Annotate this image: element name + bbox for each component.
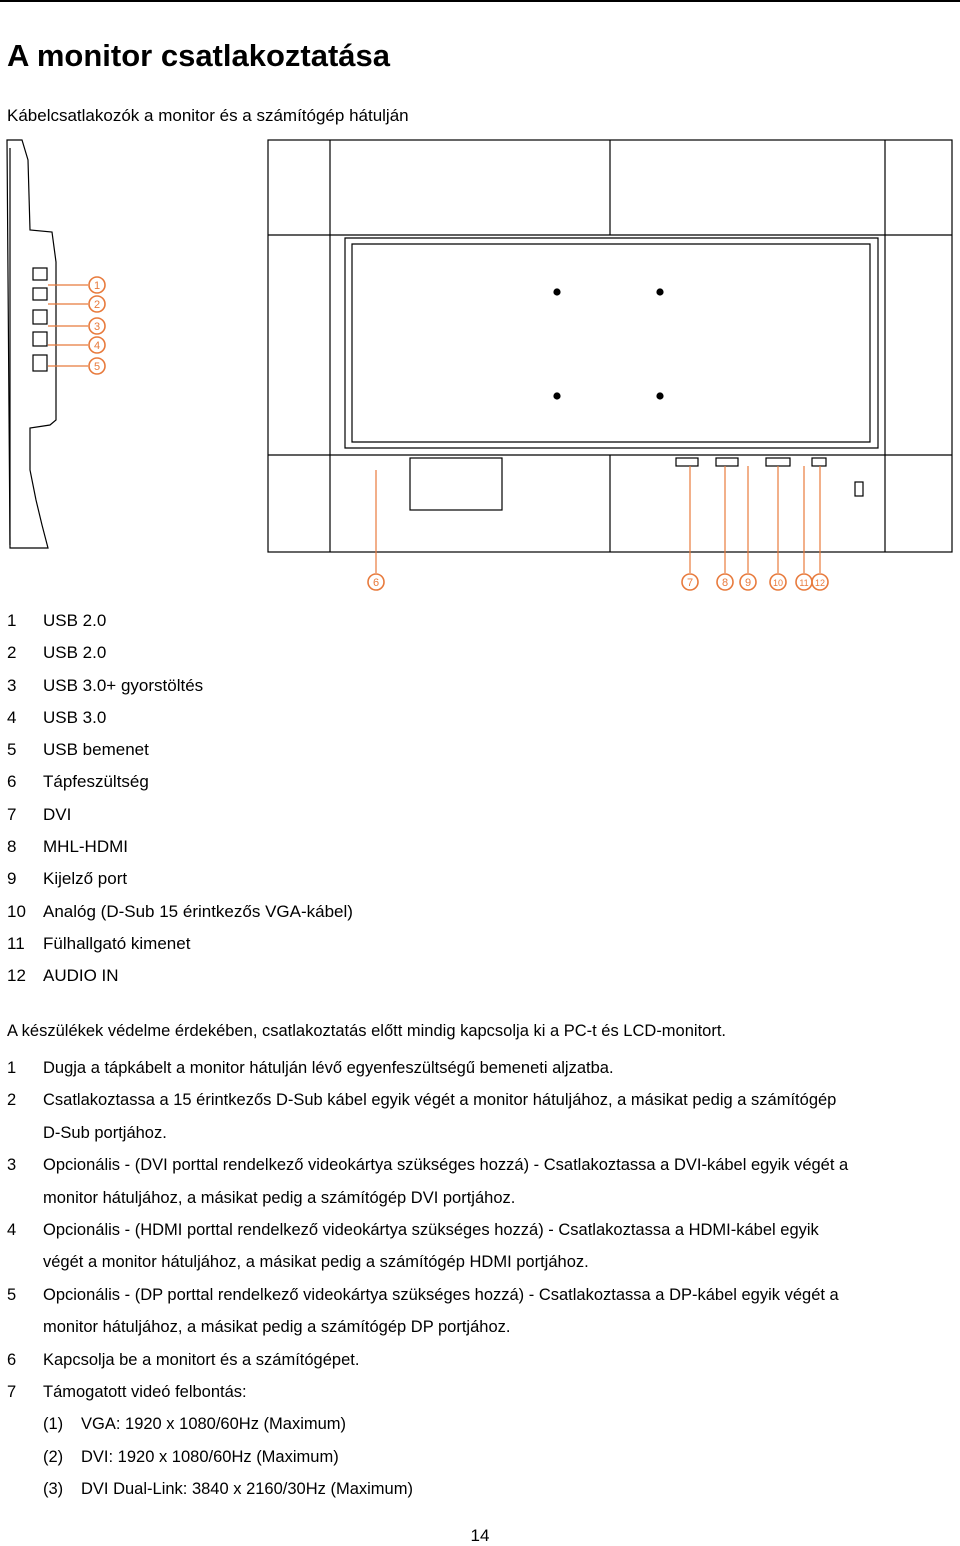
callout-10 [770, 574, 786, 590]
callout-6 [368, 574, 384, 590]
svg-text:11: 11 [799, 578, 809, 588]
callout-3 [89, 318, 105, 334]
callout-11 [796, 574, 812, 590]
callout-2 [89, 296, 105, 312]
svg-text:12: 12 [814, 578, 826, 588]
callout-8 [717, 574, 733, 590]
resolution-item: (1) VGA: 1920 x 1080/60Hz (Maximum) [43, 1415, 347, 1434]
svg-text:9: 9 [744, 577, 752, 589]
step-item: 2 Csatlakoztassa a 15 érintkezős D-Sub kábel egyik végét a monitor hátuljához, a másikat pedig a számítógép D-Sub portjához. [7, 1091, 837, 1142]
callout-1 [89, 277, 105, 293]
step-item: 1 Dugja a tápkábelt a monitor hátulján lévő egyenfeszültségű bemeneti aljzatba. [7, 1059, 614, 1077]
rear-leaders [376, 466, 820, 573]
step-item: 6 Kapcsolja be a monitort és a számítógépet. [7, 1350, 360, 1369]
monitor-rear-view [268, 140, 952, 552]
monitor-rear-diagram [0, 130, 960, 595]
step-item: 3 Opcionális - (DVI porttal rendelkező videokártya szükséges hozzá) - Csatlakoztassa a DVI-kábel egyik végét a monitor hátuljához, a másikat pedig a számítógép DVI portjához. [7, 1156, 849, 1207]
page-number: 14 [470, 1526, 490, 1545]
resolution-item: (3) DVI Dual-Link: 3840 x 2160/30Hz (Maximum) [43, 1480, 413, 1499]
callout-4 [89, 337, 105, 353]
callout-9 [740, 574, 756, 590]
svg-text:5: 5 [93, 361, 101, 373]
svg-text:7: 7 [686, 577, 694, 589]
svg-text:8: 8 [721, 577, 729, 589]
callout-5 [89, 358, 105, 374]
side-leaders [48, 285, 88, 366]
step-item: 7 Támogatott videó felbontás: [7, 1383, 247, 1402]
svg-text:6: 6 [372, 577, 380, 589]
monitor-side-view [7, 140, 56, 548]
svg-text:4: 4 [93, 340, 101, 352]
top-rule [0, 0, 960, 2]
warning-text: A készülékek védelme érdekében, csatlakoztatás előtt mindig kapcsolja ki a PC-t és LCD-monitort. [7, 1022, 726, 1040]
svg-text:1: 1 [93, 280, 101, 292]
callout-12 [812, 574, 828, 590]
callout-7 [682, 574, 698, 590]
page-subtitle: Kábelcsatlakozók a monitor és a számítógép hátulján [7, 106, 409, 125]
svg-text:10: 10 [772, 578, 784, 588]
step-list [7, 1052, 952, 1506]
step-item: 5 Opcionális - (DP porttal rendelkező videokártya szükséges hozzá) - Csatlakoztassa a DP-kábel egyik végét a monitor hátuljához, a másikat pedig a számítógép DP portjához. [7, 1285, 839, 1337]
page-title: A monitor csatlakoztatása [7, 38, 391, 73]
svg-text:2: 2 [93, 299, 101, 311]
step-item: 4 Opcionális - (HDMI porttal rendelkező videokártya szükséges hozzá) - Csatlakoztassa a HDMI-kábel egyik végét a monitor hátuljához, a másikat pedig a számítógép HDMI portjához. [7, 1221, 819, 1272]
resolution-item: (2) DVI: 1920 x 1080/60Hz (Maximum) [43, 1447, 339, 1466]
svg-text:3: 3 [93, 321, 101, 333]
